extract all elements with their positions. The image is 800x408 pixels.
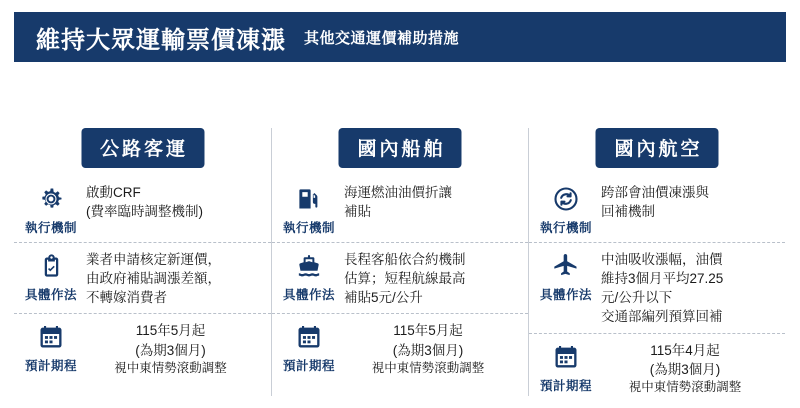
text-line: 跨部會油價凍漲與: [601, 185, 709, 200]
mechanism-text: [597, 182, 777, 221]
period-text: [82, 320, 263, 377]
measures-text: [82, 249, 263, 307]
text-line: 115年4月起: [650, 342, 720, 358]
row-measures: [529, 242, 785, 333]
measures-text: [340, 249, 520, 307]
page-subtitle: 其他交通運價補助措施: [304, 29, 460, 47]
text-line: 由政府補貼調漲差額，: [86, 271, 221, 287]
text-line: 業者申請核定新運價，: [86, 252, 221, 267]
column-rows: [529, 176, 785, 403]
text-line: 補貼5元/公升: [344, 290, 423, 306]
text-line: 交通部編列預算回補: [601, 309, 723, 325]
period-label: 預計期程: [282, 359, 335, 374]
measures-icon-cell: [20, 249, 82, 303]
text-line: 視中東情勢滾動調整: [114, 360, 227, 375]
column-domestic-ship: [271, 128, 528, 396]
column-rows: [272, 176, 528, 384]
text-line: 視中東情勢滾動調整: [371, 360, 485, 375]
calendar-icon: [551, 342, 581, 372]
period-icon-cell: [535, 340, 597, 394]
mechanism-label: 執行機制: [282, 221, 335, 235]
calendar-icon: [294, 322, 324, 352]
text-line: 估算；短程航線最高: [344, 271, 466, 287]
column-rows: [14, 176, 271, 384]
period-text: [597, 340, 777, 397]
text-line: (為期3個月): [649, 361, 721, 377]
measures-icon-cell: [278, 249, 340, 303]
period-icon-cell: [20, 320, 82, 374]
mechanism-text: [340, 182, 520, 221]
text-line: 元/公升以下: [601, 290, 673, 306]
column-title: 國內航空: [595, 128, 718, 168]
text-line: 維持3個月平均27.25: [601, 271, 724, 287]
row-mechanism: [14, 176, 271, 242]
page-title: 維持大眾運輸票價凍漲: [36, 26, 286, 54]
fuel-pump-icon: [294, 184, 324, 214]
mechanism-icon-cell: [535, 182, 597, 236]
period-text: [340, 320, 520, 377]
text-line: 115年5月起: [393, 323, 463, 339]
measures-text: [597, 249, 777, 327]
text-line: 不轉嫁消費者: [86, 290, 167, 306]
measures-icon-cell: [535, 249, 597, 303]
mechanism-icon-cell: [278, 182, 340, 236]
row-period: [272, 313, 528, 383]
mechanism-label: 執行機制: [539, 221, 592, 235]
text-line: 補貼: [344, 204, 371, 220]
text-line: 長程客船依合約機制: [344, 252, 466, 267]
mechanism-icon-cell: [20, 182, 82, 236]
columns-container: [14, 128, 786, 396]
text-line: 視中東情勢滾動調整: [628, 379, 742, 394]
text-line: 中油吸收漲幅，油價: [601, 252, 723, 267]
row-period: [529, 333, 785, 403]
row-measures: [14, 242, 271, 313]
period-icon-cell: [278, 320, 340, 374]
text-line: 回補機制: [601, 204, 655, 220]
measures-label: 具體作法: [24, 288, 77, 302]
airplane-icon: [551, 251, 581, 281]
measures-label: 具體作法: [539, 288, 592, 302]
column-title: 公路客運: [81, 128, 204, 168]
row-period: [14, 313, 271, 383]
period-label: 預計期程: [539, 378, 592, 393]
text-line: 海運燃油油價折讓: [344, 185, 452, 200]
text-line: 115年5月起: [135, 323, 206, 339]
row-mechanism: [272, 176, 528, 242]
column-title: 國內船舶: [338, 128, 461, 168]
text-line: (為期3個月): [392, 342, 464, 358]
column-highway-bus: [14, 128, 271, 396]
period-label: 預計期程: [24, 359, 77, 374]
mechanism-label: 執行機制: [24, 221, 77, 235]
refresh-circle-icon: [551, 184, 581, 214]
column-domestic-aviation: [528, 128, 785, 396]
text-line: 啟動CRF: [86, 185, 141, 200]
header-bar: [14, 12, 786, 62]
calendar-icon: [36, 322, 66, 352]
clipboard-check-icon: [36, 251, 66, 281]
gear-icon: [36, 184, 66, 214]
text-line: (費率臨時調整機制): [86, 204, 203, 220]
row-mechanism: [529, 176, 785, 242]
mechanism-text: [82, 182, 263, 221]
text-line: (為期3個月): [135, 342, 206, 358]
row-measures: [272, 242, 528, 313]
measures-label: 具體作法: [282, 288, 335, 302]
ship-icon: [294, 251, 324, 281]
